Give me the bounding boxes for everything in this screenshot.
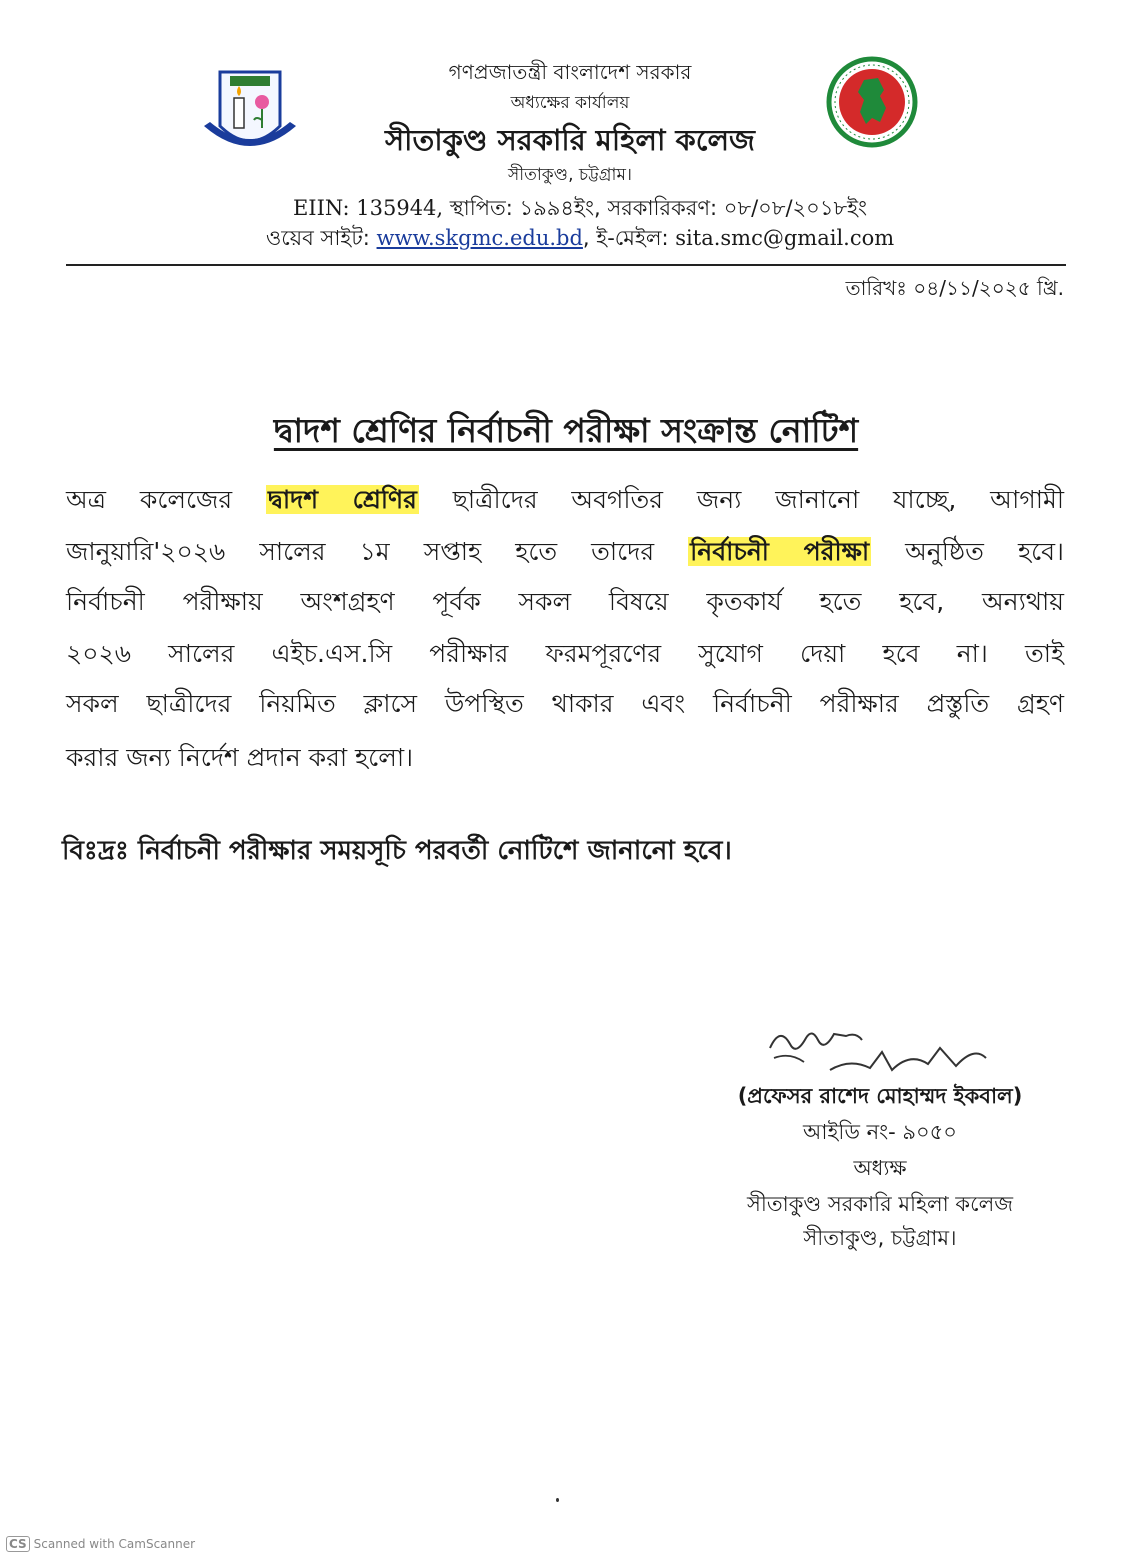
body-line-5: সকল ছাত্রীদের নিয়মিত ক্লাসে উপস্থিত থাকার এবং নির্বাচনী পরীক্ষার প্রস্তুতি গ্রহণ: [66, 689, 1064, 718]
email-label: , ই-মেইল:: [582, 226, 676, 250]
scan-speck: [556, 1498, 559, 1502]
notice-title-text: দ্বাদশ শ্রেণির নির্বাচনী পরীক্ষা সংক্রান্ত নোটিশ: [273, 411, 859, 450]
website-link[interactable]: www.skgmc.edu.bd: [376, 226, 583, 250]
college-logo: [198, 64, 302, 164]
college-name: সীতাকুণ্ড সরকারি মহিলা কলেজ: [385, 123, 755, 157]
body-line-4: ২০২৬ সালের এইচ.এস.সি পরীক্ষার ফরমপূরণের সুযোগ দেয়া হবে না। তাই: [66, 639, 1064, 668]
college-location: সীতাকুণ্ড, চট্টগ্রাম।: [508, 165, 632, 185]
body-line-2: [66, 532, 1064, 575]
notice-title: [0, 405, 1132, 461]
signatory-designation: অধ্যক্ষ: [853, 1156, 907, 1180]
header-divider: [66, 264, 1066, 266]
establishment-info: স্থাপিত: ১৯৯৪ইং, সরকারিকরণ: ০৮/০৮/২০১৮ইং: [443, 196, 868, 220]
office-name: অধ্যক্ষের কার্যালয়: [510, 93, 630, 113]
camscanner-icon: CS: [6, 1536, 30, 1552]
signatory-name: (প্রফেসর রাশেদ মোহাম্মদ ইকবাল): [737, 1084, 1023, 1108]
signatory-college: সীতাকুণ্ড সরকারি মহিলা কলেজ: [746, 1192, 1014, 1216]
government-name: গণপ্রজাতন্ত্রী বাংলাদেশ সরকার: [448, 60, 692, 84]
body-line-6: করার জন্য নির্দেশ প্রদান করা হলো।: [66, 743, 414, 772]
scanner-text: Scanned with CamScanner: [33, 1537, 196, 1551]
body-text: জানুয়ারি'২০২৬ সালের ১ম সপ্তাহ হতে তাদের: [66, 537, 689, 566]
body-line-3: নির্বাচনী পরীক্ষায় অংশগ্রহণ পূর্বক সকল বিষয়ে কৃতকার্য হতে হবে, অন্যথায়: [66, 587, 1064, 616]
eiin-number: EIIN: 135944,: [292, 196, 444, 220]
body-line-1: [66, 480, 1064, 523]
signatory-place: সীতাকুণ্ড, চট্টগ্রাম।: [803, 1226, 957, 1250]
highlight-exam: নির্বাচনী পরীক্ষা: [690, 537, 870, 566]
website-label: ওয়েব সাইট:: [265, 226, 377, 250]
contact-line: [160, 222, 1000, 257]
scanner-watermark: [6, 1536, 195, 1552]
notice-date: তারিখঃ ০৪/১১/২০২৫ খ্রি.: [845, 276, 1064, 300]
signatory-id: আইডি নং- ৯০৫০: [803, 1120, 957, 1144]
handwritten-signature: [760, 1018, 1000, 1078]
email-address[interactable]: sita.smc@gmail.com: [675, 226, 895, 250]
highlight-class: দ্বাদশ শ্রেণির: [267, 485, 417, 514]
body-text: অত্র কলেজের: [66, 485, 266, 514]
body-text: ছাত্রীদের অবগতির জন্য জানানো যাচ্ছে, আগামী: [418, 485, 1064, 514]
notice-footnote: বিঃদ্রঃ নির্বাচনী পরীক্ষার সময়সূচি পরবর্তী নোটিশে জানানো হবে।: [62, 836, 732, 866]
body-text: অনুষ্ঠিত হবে।: [871, 537, 1065, 566]
